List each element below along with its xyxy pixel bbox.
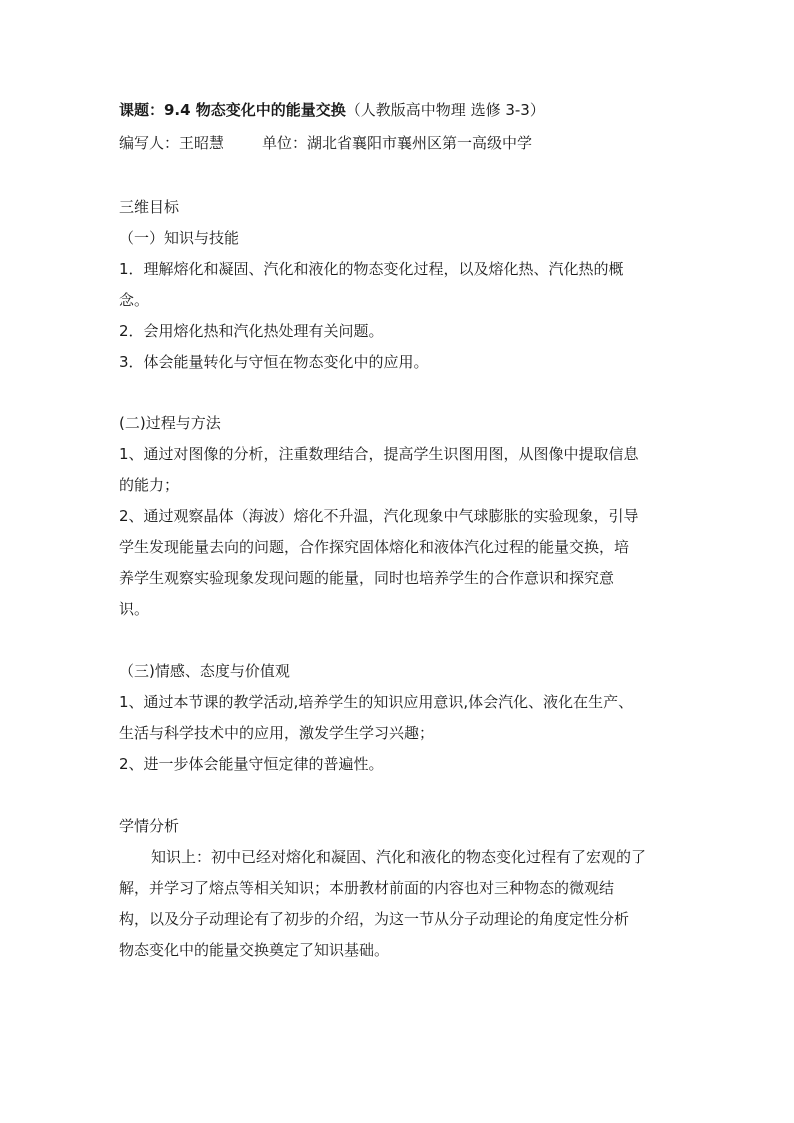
goals-heading: 三维目标 — [119, 198, 180, 216]
emotion-line: 1、通过本节课的教学活动,培养学生的知识应用意识,体会汽化、液化在生产、 — [119, 693, 634, 711]
emotion-line: 生活与科学技术中的应用，激发学生学习兴趣； — [119, 724, 435, 742]
author-line — [119, 133, 679, 153]
knowledge-line: 2．会用熔化热和汽化热处理有关问题。 — [119, 322, 384, 340]
process-line: 养学生观察实验现象发现问题的能量，同时也培养学生的合作意识和探究意 — [119, 569, 615, 587]
emotion-heading: （三)情感、态度与价值观 — [119, 662, 290, 680]
knowledge-heading: （一）知识与技能 — [119, 229, 240, 247]
emotion-line: 2、进一步体会能量守恒定律的普遍性。 — [119, 755, 384, 773]
process-line: 识。 — [119, 600, 150, 618]
process-heading: (二)过程与方法 — [119, 414, 221, 432]
lesson-title — [119, 100, 679, 120]
lesson-title-edition: （人教版高中物理 选修 3-3） — [345, 101, 545, 119]
analysis-line: 物态变化中的能量交换奠定了知识基础。 — [119, 941, 390, 959]
lesson-title-main: 课题：9.4 物态变化中的能量交换 — [119, 101, 346, 119]
process-line: 1、通过对图像的分析，注重数理结合，提高学生识图用图，从图像中提取信息 — [119, 445, 639, 463]
analysis-line: 解，并学习了熔点等相关知识；本册教材前面的内容也对三种物态的微观结 — [119, 879, 615, 897]
author: 编写人：王昭慧 — [119, 134, 225, 152]
knowledge-line: 念。 — [119, 291, 150, 309]
author-unit: 单位：湖北省襄阳市襄州区第一高级中学 — [262, 134, 533, 152]
analysis-line — [119, 847, 679, 867]
analysis-text: 知识上：初中已经对熔化和凝固、汽化和液化的物态变化过程有了宏观的了 — [151, 848, 647, 866]
analysis-line: 构，以及分子动理论有了初步的介绍，为这一节从分子动理论的角度定性分析 — [119, 910, 630, 928]
analysis-heading: 学情分析 — [119, 817, 180, 835]
knowledge-line: 1．理解熔化和凝固、汽化和液化的物态变化过程，以及熔化热、汽化热的概 — [119, 260, 624, 278]
process-line: 学生发现能量去向的问题，合作探究固体熔化和液体汽化过程的能量交换，培 — [119, 538, 630, 556]
process-line: 2、通过观察晶体（海波）熔化不升温，汽化现象中气球膨胀的实验现象，引导 — [119, 507, 639, 525]
knowledge-line: 3．体会能量转化与守恒在物态变化中的应用。 — [119, 353, 429, 371]
process-line: 的能力； — [119, 476, 180, 494]
